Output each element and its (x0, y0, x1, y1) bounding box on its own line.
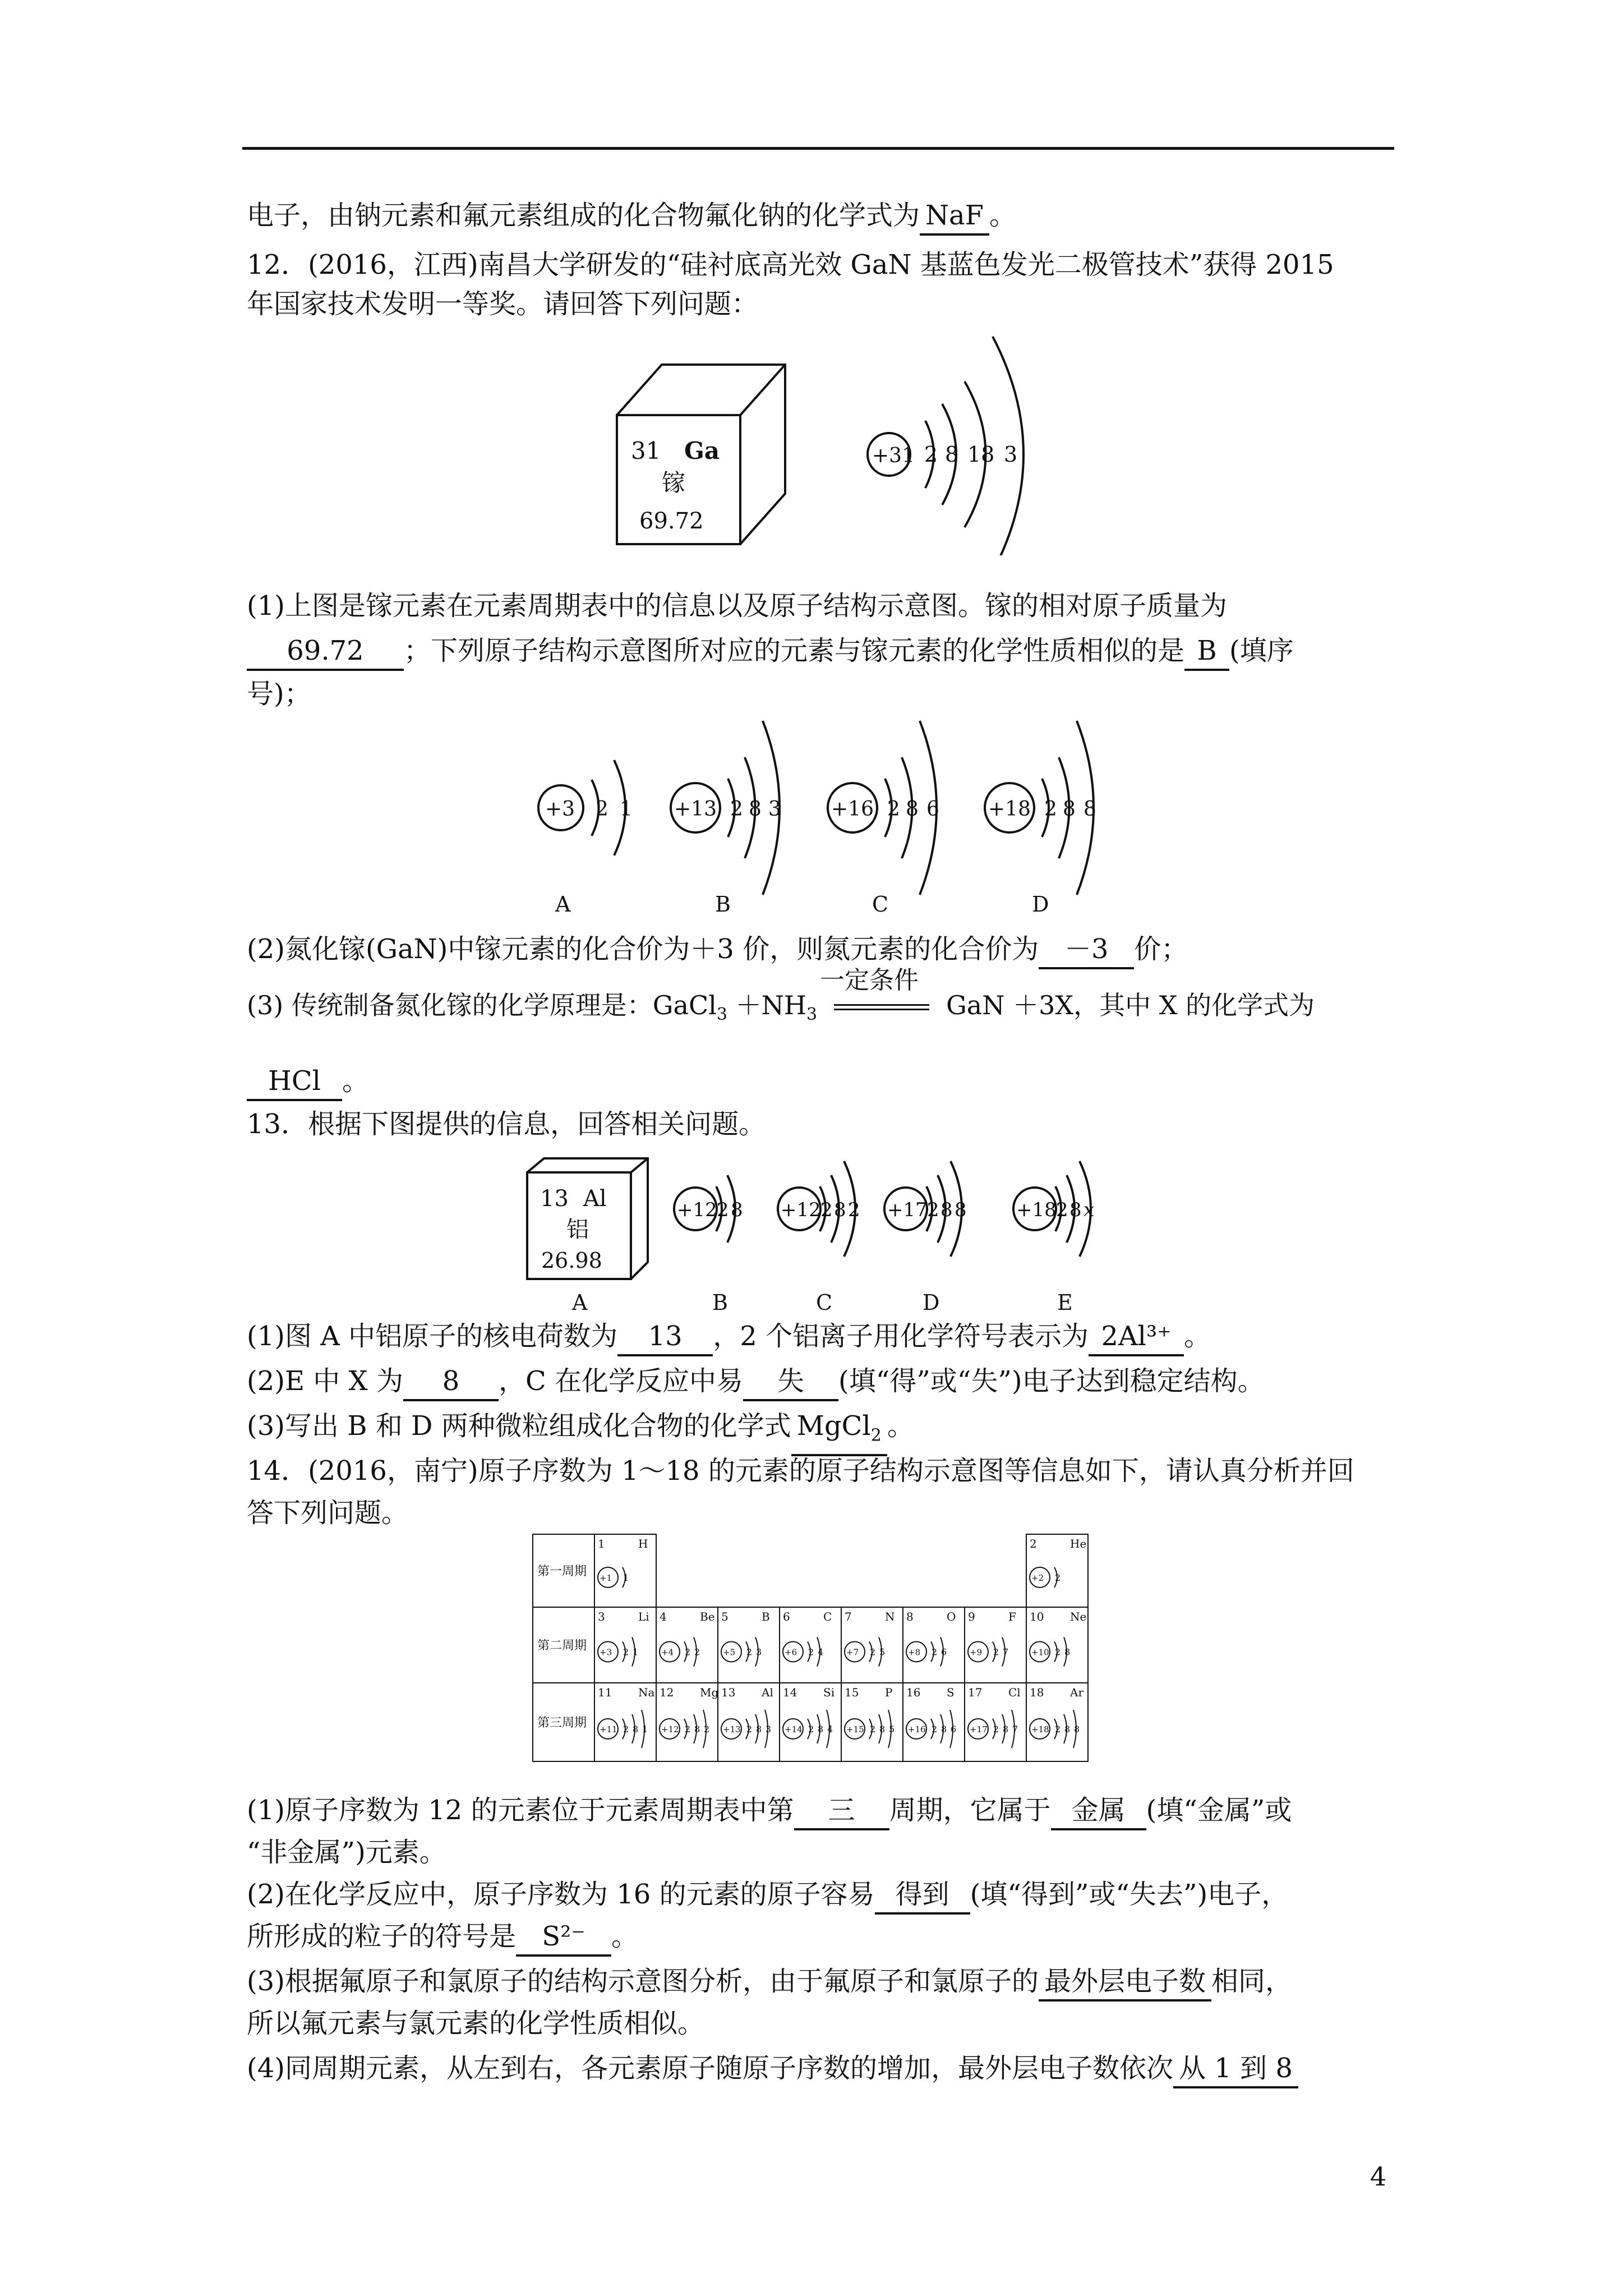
shell-electrons: 2 (746, 1646, 753, 1658)
shell-electrons: 8 (694, 1724, 700, 1734)
answer-outer-electrons: 最外层电子数 (1039, 1963, 1211, 2001)
reaction-condition-arrow: 一定条件 (817, 996, 946, 1019)
nucleus-charge: +13 (723, 1724, 741, 1734)
shell-electrons: 6 (951, 1724, 957, 1734)
page-number: 4 (1370, 2161, 1387, 2192)
element-cell-na (594, 1683, 656, 1761)
q13-title: 13．根据下图提供的信息，回答相关问题。 (247, 1108, 766, 1140)
shell-electrons: 2 (1055, 1572, 1061, 1583)
svg-text:2: 2 (1056, 1199, 1068, 1221)
nucleus-charge: +3 (600, 1647, 612, 1658)
shell-electrons: 3 (756, 1646, 762, 1658)
element-number: 6 (783, 1610, 790, 1623)
element-cell-mg (656, 1683, 718, 1761)
nucleus-charge: +8 (908, 1647, 921, 1658)
nucleus-charge: +15 (846, 1724, 864, 1734)
particle-c (778, 1161, 860, 1313)
shell-electrons: 2 (623, 1724, 629, 1734)
element-number: 2 (1030, 1537, 1037, 1550)
element-symbol: Li (638, 1610, 649, 1623)
particle-e (1013, 1161, 1094, 1313)
svg-text:+18: +18 (988, 798, 1031, 821)
svg-text:8: 8 (1069, 1199, 1082, 1221)
element-symbol: Be (700, 1610, 715, 1623)
shell-electrons: 2 (808, 1724, 814, 1734)
shell-electrons: 8 (941, 1724, 947, 1734)
element-symbol: Ar (1070, 1686, 1084, 1699)
ga-nucleus: +31 (872, 444, 915, 467)
shell-electrons: 2 (808, 1646, 814, 1658)
option-c-label: C (872, 892, 889, 917)
q12-p1-line2: 69.72 ；下列原子结构示意图所对应的元素与镓元素的化学性质相似的是 B (填序 (247, 633, 1294, 671)
shell-electrons: 1 (623, 1572, 629, 1583)
element-cell-p (841, 1683, 903, 1761)
element-cell-be (656, 1607, 718, 1683)
answer-naf: NaF (920, 197, 989, 236)
shell-electrons: 2 (932, 1724, 938, 1734)
ga-element-box (617, 365, 785, 544)
element-number: 17 (968, 1686, 983, 1699)
element-symbol: P (885, 1686, 893, 1699)
q13-p3: (3)写出 B 和 D 两种微粒组成化合物的化学式 MgCl$_2$ 。 (247, 1408, 914, 1456)
element-symbol: O (947, 1610, 956, 1623)
element-symbol: C (823, 1610, 832, 1623)
nucleus-charge: +9 (970, 1647, 983, 1658)
label-e: E (1057, 1290, 1073, 1313)
nucleus-charge: +2 (1031, 1573, 1044, 1583)
q13-p1: (1)图 A 中铝原子的核电荷数为 13 ，2 个铝离子用化学符号表示为 2Al³⁺ 。 (247, 1318, 1211, 1356)
element-symbol: N (885, 1610, 895, 1623)
q14-p1: (1)原子序数为 12 的元素位于元素周期表中第 三 周期，它属于 金属 (填“金属”或 (247, 1792, 1292, 1830)
shell-electrons: 2 (1055, 1724, 1061, 1734)
period-label: 第一周期 (537, 1565, 587, 1579)
shell-electrons: 2 (685, 1646, 691, 1658)
q12-line1: 12．(2016，江西)南昌大学研发的“硅衬底高光效 GaN 基蓝色发光二极管技术”获得 2015 (247, 249, 1334, 280)
shell-electrons: 2 (993, 1646, 999, 1658)
al-element-box (527, 1158, 648, 1313)
element-symbol: He (1070, 1537, 1087, 1550)
shell-electrons: 6 (941, 1646, 947, 1658)
element-symbol: Mg (700, 1686, 719, 1699)
element-number: 9 (968, 1610, 975, 1623)
element-number: 16 (906, 1686, 921, 1699)
answer-gain: 得到 (875, 1876, 970, 1915)
shell-electrons: 8 (1074, 1724, 1080, 1734)
svg-text:8: 8 (945, 442, 959, 467)
particle-b (674, 1175, 743, 1313)
shell-electrons: 4 (818, 1646, 824, 1658)
shell-electrons: 2 (932, 1646, 938, 1658)
shell-electrons: 7 (1012, 1724, 1018, 1734)
q14-line1: 14．(2016，南宁)原子序数为 1～18 的元素的原子结构示意图等信息如下，请认真分析并回 (247, 1455, 1354, 1487)
nucleus-charge: +1 (600, 1573, 612, 1583)
answer-al-charge: 13 (617, 1318, 713, 1356)
label-c: C (816, 1290, 833, 1313)
shell-electrons: 2 (870, 1646, 876, 1658)
label-d: D (923, 1290, 940, 1313)
svg-text:1: 1 (620, 798, 633, 821)
option-d-diagram (985, 721, 1096, 917)
element-cell-s (903, 1683, 965, 1761)
shell-electrons: 2 (694, 1646, 700, 1658)
q13-figure (519, 1150, 1136, 1313)
ga-number: 31 (631, 437, 661, 464)
q12-p1-line3: 号)； (247, 678, 311, 710)
element-cell-cl (965, 1683, 1026, 1761)
svg-text:+17: +17 (887, 1199, 928, 1221)
svg-text:8: 8 (955, 1199, 967, 1221)
element-number: 4 (660, 1610, 667, 1623)
shell-electrons: 8 (879, 1724, 886, 1734)
element-number: 11 (598, 1686, 612, 1699)
element-symbol: Al (762, 1686, 773, 1699)
q12-p2: (2)氮化镓(GaN)中镓元素的化合价为＋3 价，则氮元素的化合价为 －3 价； (247, 931, 1188, 969)
svg-text:+13: +13 (674, 798, 717, 821)
nucleus-charge: +18 (1031, 1724, 1049, 1734)
periodic-table-figure (530, 1531, 1124, 1784)
element-symbol: Ne (1070, 1610, 1087, 1623)
label-b: B (712, 1290, 728, 1313)
nucleus-charge: +4 (661, 1647, 674, 1658)
element-cell-f (965, 1607, 1026, 1683)
shell-electrons: 8 (1064, 1646, 1071, 1658)
element-cell-b (718, 1607, 780, 1683)
element-cell-h (594, 1534, 656, 1607)
svg-text:2: 2 (848, 1199, 860, 1221)
svg-text:2: 2 (927, 1199, 939, 1221)
ga-symbol: Ga (684, 437, 720, 464)
element-symbol: F (1008, 1610, 1016, 1623)
nucleus-charge: +17 (970, 1724, 988, 1734)
element-number: 10 (1030, 1610, 1044, 1623)
shell-electrons: 2 (685, 1724, 691, 1734)
answer-n-valence: －3 (1039, 931, 1134, 969)
label-a: A (572, 1290, 588, 1313)
shell-electrons: 5 (889, 1724, 895, 1734)
q14-p2-line2: 所形成的粒子的符号是 S²⁻ 。 (247, 1918, 638, 1957)
period-label: 第三周期 (537, 1716, 587, 1730)
element-number: 8 (906, 1610, 914, 1623)
periodic-table-grid (533, 1534, 1088, 1761)
q12-p3: (3) 传统制备氮化镓的化学原理是：GaCl$_3$ $+NH_3$ 一定条件 GaN ＋3X，其中 X 的化学式为 (247, 966, 1315, 1025)
answer-lose: 失 (743, 1363, 838, 1401)
answer-metal: 金属 (1051, 1792, 1146, 1830)
q14-p3-line2: 所以氟元素与氯元素的化学性质相似。 (247, 2008, 705, 2039)
shell-electrons: 2 (746, 1724, 753, 1734)
ga-mass: 69.72 (639, 508, 704, 534)
al-symbol: Al (583, 1186, 607, 1212)
nucleus-charge: +16 (908, 1724, 926, 1734)
svg-text:+12: +12 (781, 1199, 821, 1221)
shell-electrons: 1 (633, 1646, 639, 1658)
element-number: 1 (598, 1537, 605, 1550)
svg-text:2: 2 (820, 1199, 833, 1221)
element-cell-li (594, 1607, 656, 1683)
q14-p1-line2: “非金属”)元素。 (247, 1837, 446, 1868)
nucleus-charge: +6 (785, 1647, 797, 1658)
option-b-diagram (671, 721, 781, 917)
svg-text:8: 8 (749, 798, 762, 821)
shell-electrons: 8 (633, 1724, 639, 1734)
option-d-label: D (1032, 892, 1049, 917)
element-symbol: H (638, 1537, 648, 1550)
al-number: 13 (540, 1186, 569, 1212)
svg-text:3: 3 (768, 798, 781, 821)
element-cell-he (1026, 1534, 1088, 1607)
nucleus-charge: +10 (1031, 1647, 1049, 1658)
answer-1-to-8: 从 1 到 8 (1173, 2050, 1298, 2088)
answer-al-ion: 2Al³⁺ (1089, 1318, 1184, 1356)
element-number: 18 (1030, 1686, 1044, 1699)
svg-text:8: 8 (906, 798, 919, 821)
answer-mgcl2: MgCl$_2$ (791, 1408, 887, 1456)
element-cell-al (718, 1683, 780, 1761)
shell-electrons: 2 (993, 1724, 999, 1734)
shell-electrons: 2 (1055, 1646, 1061, 1658)
svg-text:6: 6 (926, 798, 939, 821)
svg-text:2: 2 (924, 442, 938, 467)
shell-electrons: 3 (766, 1724, 772, 1734)
element-number: 14 (783, 1686, 797, 1699)
q12-line2: 年国家技术发明一等奖。请回答下列问题： (247, 288, 759, 320)
q12-p3-line2: HCl 。 (247, 1063, 369, 1101)
element-number: 15 (845, 1686, 859, 1699)
svg-text:2: 2 (717, 1199, 729, 1221)
answer-period: 三 (794, 1792, 889, 1830)
svg-text:18: 18 (967, 442, 995, 467)
svg-text:8: 8 (731, 1199, 743, 1221)
shell-electrons: 8 (1003, 1724, 1009, 1734)
q12-options-figure (522, 712, 1138, 937)
shell-electrons: 2 (870, 1724, 876, 1734)
svg-text:x: x (1083, 1199, 1095, 1221)
q14-p3: (3)根据氟原子和氯原子的结构示意图分析，由于氟原子和氯原子的 最外层电子数 相同， (247, 1963, 1292, 2001)
particle-d (884, 1161, 967, 1313)
option-b-label: B (715, 892, 731, 917)
al-name: 铝 (566, 1217, 589, 1243)
element-symbol: Cl (1008, 1686, 1021, 1699)
element-number: 12 (660, 1686, 674, 1699)
svg-text:+3: +3 (545, 798, 575, 821)
element-cell-ar (1026, 1683, 1088, 1761)
answer-sulfide-ion: S²⁻ (516, 1918, 611, 1957)
svg-text:3: 3 (1004, 442, 1018, 467)
nucleus-charge: +14 (785, 1724, 803, 1734)
nucleus-charge: +11 (600, 1724, 617, 1734)
answer-x-value: 8 (403, 1363, 499, 1401)
option-a-diagram (538, 760, 633, 917)
svg-text:+12: +12 (677, 1199, 717, 1221)
element-number: 7 (845, 1610, 852, 1623)
svg-text:8: 8 (1063, 798, 1076, 821)
shell-electrons: 8 (756, 1724, 762, 1734)
q14-p2: (2)在化学反应中，原子序数为 16 的元素的原子容易 得到 (填“得到”或“失去”)电子， (247, 1876, 1288, 1915)
element-cell-c (780, 1607, 841, 1683)
svg-text:+16: +16 (831, 798, 874, 821)
element-cell-n (841, 1607, 903, 1683)
option-a-label: A (555, 892, 571, 917)
period-label: 第二周期 (537, 1639, 587, 1653)
element-cell-o (903, 1607, 965, 1683)
shell-electrons: 2 (623, 1646, 629, 1658)
shell-electrons: 8 (818, 1724, 824, 1734)
shell-electrons: 1 (642, 1724, 648, 1734)
al-mass: 26.98 (541, 1248, 602, 1273)
nucleus-charge: +12 (661, 1724, 679, 1734)
svg-text:2: 2 (1044, 798, 1057, 821)
answer-x-formula: HCl (247, 1063, 342, 1101)
q13-p2: (2)E 中 X 为 8 ，C 在化学反应中易 失 (填“得”或“失”)电子达到稳定结构。 (247, 1363, 1265, 1401)
svg-text:8: 8 (834, 1199, 846, 1221)
element-cell-ne (1026, 1607, 1088, 1683)
answer-ga-mass: 69.72 (247, 633, 404, 671)
shell-electrons: 2 (704, 1724, 710, 1734)
nucleus-charge: +5 (723, 1647, 736, 1658)
option-c-diagram (828, 721, 939, 917)
svg-text:2: 2 (887, 798, 900, 821)
svg-text:8: 8 (1083, 798, 1096, 821)
element-symbol: Si (823, 1686, 835, 1699)
q12-p1-line1: (1)上图是镓元素在元素周期表中的信息以及原子结构示意图。镓的相对原子质量为 (247, 590, 1227, 622)
element-number: 5 (721, 1610, 728, 1623)
shell-electrons: 8 (1064, 1724, 1071, 1734)
element-cell-si (780, 1683, 841, 1761)
svg-text:8: 8 (940, 1199, 953, 1221)
ga-atom-diagram (868, 337, 1023, 555)
ga-name: 镓 (662, 469, 686, 496)
q14-line2: 答下列问题。 (247, 1497, 409, 1529)
header-rule (242, 147, 1394, 150)
answer-similar-option: B (1184, 633, 1229, 671)
element-symbol: B (762, 1610, 770, 1623)
shell-electrons: 7 (1003, 1646, 1009, 1658)
nucleus-charge: +7 (846, 1647, 859, 1658)
element-number: 3 (598, 1610, 605, 1623)
svg-text:+18: +18 (1016, 1199, 1057, 1221)
q12-figure (606, 331, 1054, 555)
q14-p4: (4)同周期元素，从左到右，各元素原子随原子序数的增加，最外层电子数依次 从 1 到 8 (247, 2050, 1298, 2088)
intro-line: 电子，由钠元素和氟元素组成的化合物氟化钠的化学式为 NaF 。 (247, 197, 1016, 236)
svg-text:2: 2 (596, 798, 608, 821)
element-symbol: Na (638, 1686, 655, 1699)
svg-text:2: 2 (730, 798, 743, 821)
element-symbol: S (947, 1686, 955, 1699)
shell-electrons: 5 (879, 1646, 886, 1658)
element-number: 13 (721, 1686, 736, 1699)
shell-electrons: 4 (827, 1724, 833, 1734)
